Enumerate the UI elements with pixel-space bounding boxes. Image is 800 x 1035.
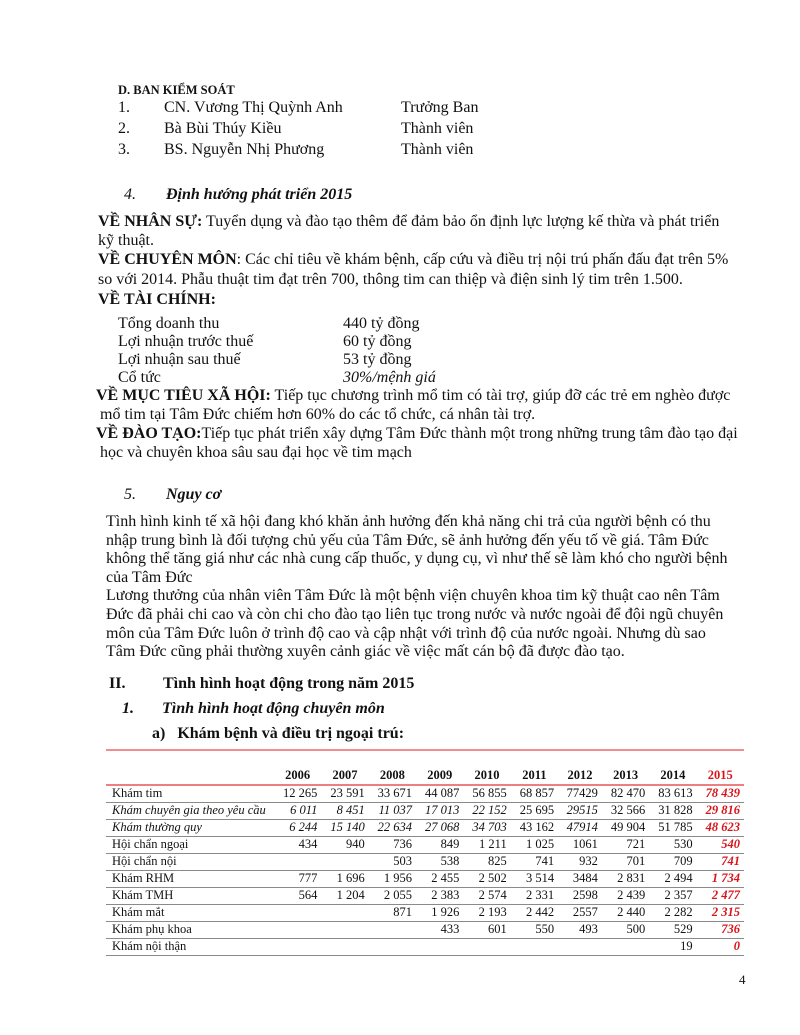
bks-member-name: Bà Bùi Thúy Kiều <box>164 120 282 137</box>
table-cell: 825 <box>463 853 510 870</box>
dao-tao-text-cont: học và chuyên khoa sâu sau đại học về tim mạch <box>100 444 412 461</box>
table-cell: 503 <box>369 853 416 870</box>
table-cell: 68 857 <box>511 785 558 802</box>
table-cell: 434 <box>274 836 321 853</box>
table-cell: 11 037 <box>369 802 416 819</box>
table-cell: 44 087 <box>416 785 463 802</box>
bks-member-role: Thành viên <box>401 120 474 137</box>
section-ii-1a-heading: a) Khám bệnh và điều trị ngoại trú: <box>152 725 405 742</box>
finance-value: 440 tỷ đồng <box>343 315 420 332</box>
nguy-co-paragraph <box>106 513 727 662</box>
table-cell: 49 904 <box>602 819 649 836</box>
page-number: 4 <box>739 972 746 987</box>
section-4-heading <box>124 186 524 206</box>
table-cell: 2 442 <box>511 904 558 921</box>
table-cell: 25 695 <box>511 802 558 819</box>
table-cell <box>274 904 321 921</box>
finance-label: Tổng doanh thu <box>118 315 220 332</box>
row-label: Hội chẩn ngoại <box>106 836 274 853</box>
cell-2015-highlight: 736 <box>697 921 744 938</box>
table-cell: 2 440 <box>602 904 649 921</box>
table-cell <box>511 938 558 955</box>
cell-2015-highlight: 2 477 <box>697 887 744 904</box>
cell-2015-highlight: 1 734 <box>697 870 744 887</box>
table-row <box>106 887 744 904</box>
table-cell: 2 494 <box>649 870 696 887</box>
table-cell: 701 <box>602 853 649 870</box>
cell-2015-highlight: 540 <box>697 836 744 853</box>
row-label: Khám phụ khoa <box>106 921 274 938</box>
table-cell: 56 855 <box>463 785 510 802</box>
bks-member-role: Trưởng Ban <box>401 99 479 116</box>
table-cell: 23 591 <box>321 785 368 802</box>
nguy-co-line: Lương thưởng của nhân viên Tâm Đức là một bệnh viện chuyên khoa tim kỹ thuật cao nên Tâm <box>106 587 720 605</box>
row-label: Khám tim <box>106 785 274 802</box>
row-label: Khám chuyên gia theo yêu cầu <box>106 802 274 819</box>
table-cell: 550 <box>511 921 558 938</box>
table-cell <box>369 921 416 938</box>
row-label: Khám thường quy <box>106 819 274 836</box>
table-row <box>106 938 744 955</box>
chuyen-mon-paragraph <box>98 250 728 290</box>
table-cell: 2 383 <box>416 887 463 904</box>
year-header: 2007 <box>321 765 368 785</box>
table-cell: 2 574 <box>463 887 510 904</box>
muc-tieu-xa-hoi-text-cont: mổ tim tại Tâm Đức chiếm hơn 60% do các tổ chức, cá nhân tài trợ. <box>100 406 536 423</box>
table-cell: 19 <box>649 938 696 955</box>
table-row <box>106 870 744 887</box>
finance-value: 30%/mệnh giá <box>343 369 436 386</box>
table-cell: 529 <box>649 921 696 938</box>
nhan-su-label: VỀ NHÂN SỰ: <box>98 213 203 230</box>
nhan-su-paragraph <box>98 212 719 250</box>
table-cell: 3484 <box>558 870 602 887</box>
year-header: 2012 <box>558 765 602 785</box>
nguy-co-line: nhập trung bình là đối tượng chủ yếu của Tâm Đức, sẽ ảnh hưởng đến yếu tố về giá. Tâm Đức <box>106 531 709 549</box>
nguy-co-line: môn của Tâm Đức luôn ở trình độ cao và cập nhật với trình độ của nước ngoài. Nhưng dù sao <box>106 624 706 642</box>
table-cell <box>274 938 321 955</box>
table-cell: 22 152 <box>463 802 510 819</box>
table-row <box>106 836 744 853</box>
cell-2015-highlight: 29 816 <box>697 802 744 819</box>
section-4-title: Định hướng phát triển 2015 <box>166 186 353 203</box>
table-cell: 8 451 <box>321 802 368 819</box>
year-header-highlight: 2015 <box>697 765 744 785</box>
table-cell: 43 162 <box>511 819 558 836</box>
table-cell: 2 831 <box>602 870 649 887</box>
table-cell <box>321 921 368 938</box>
section-ii-title: Tình hình hoạt động trong năm 2015 <box>163 675 415 692</box>
table-cell <box>558 938 602 955</box>
table-cell: 33 671 <box>369 785 416 802</box>
muc-tieu-xa-hoi-label: VỀ MỤC TIÊU XÃ HỘI: <box>96 387 271 404</box>
table-cell: 15 140 <box>321 819 368 836</box>
section-5-heading <box>124 486 424 506</box>
row-label: Khám TMH <box>106 887 274 904</box>
cell-2015-highlight: 2 315 <box>697 904 744 921</box>
table-cell: 1 204 <box>321 887 368 904</box>
table-cell: 6 011 <box>274 802 321 819</box>
nhan-su-text-cont: kỹ thuật. <box>98 232 154 249</box>
dao-tao-label: VỀ ĐÀO TẠO: <box>96 425 202 442</box>
chuyen-mon-text: : Các chỉ tiêu về khám bệnh, cấp cứu và điều trị nội trú phấn đấu đạt trên 5% <box>236 251 729 268</box>
table-cell <box>274 853 321 870</box>
red-divider <box>106 749 744 751</box>
finance-value: 53 tỷ đồng <box>343 351 412 368</box>
table-cell <box>321 853 368 870</box>
bks-member-name: BS. Nguyễn Nhị Phương <box>164 141 325 158</box>
table-cell: 6 244 <box>274 819 321 836</box>
table-cell: 709 <box>649 853 696 870</box>
table-cell: 777 <box>274 870 321 887</box>
nguy-co-line: của Tâm Đức <box>106 568 193 586</box>
table-cell: 2 357 <box>649 887 696 904</box>
table-cell: 27 068 <box>416 819 463 836</box>
table-cell: 530 <box>649 836 696 853</box>
row-label: Khám nội thận <box>106 938 274 955</box>
table-cell: 932 <box>558 853 602 870</box>
table-cell: 34 703 <box>463 819 510 836</box>
table-cell: 741 <box>511 853 558 870</box>
table-cell: 3 514 <box>511 870 558 887</box>
year-header: 2008 <box>369 765 416 785</box>
table-row <box>106 802 744 819</box>
table-row <box>106 819 744 836</box>
cell-2015-highlight: 78 439 <box>697 785 744 802</box>
table-cell: 493 <box>558 921 602 938</box>
table-cell: 17 013 <box>416 802 463 819</box>
dao-tao-text: Tiếp tục phát triển xây dựng Tâm Đức thành một trong những trung tâm đào tạo đại <box>201 425 738 442</box>
section-5-number: 5. <box>124 486 136 503</box>
table-cell <box>416 938 463 955</box>
table-cell: 2598 <box>558 887 602 904</box>
outpatient-stats-table <box>106 765 744 956</box>
finance-label: Lợi nhuận trước thuế <box>118 333 254 350</box>
table-cell: 1 211 <box>463 836 510 853</box>
row-label: Khám mắt <box>106 904 274 921</box>
table-cell: 51 785 <box>649 819 696 836</box>
nhan-su-text: Tuyển dụng và đào tạo thêm để đảm bảo ổn định lực lượng kế thừa và phát triển <box>202 213 720 230</box>
cell-2015-highlight: 741 <box>697 853 744 870</box>
table-cell: 2 439 <box>602 887 649 904</box>
table-cell: 29515 <box>558 802 602 819</box>
table-cell: 2 455 <box>416 870 463 887</box>
table-cell: 849 <box>416 836 463 853</box>
table-cell <box>369 938 416 955</box>
table-cell: 2 193 <box>463 904 510 921</box>
table-cell: 83 613 <box>649 785 696 802</box>
table-cell: 2 055 <box>369 887 416 904</box>
nguy-co-line: Tình hình kinh tế xã hội đang khó khăn ảnh hưởng đến khả năng chi trả của người bệnh có thu <box>106 513 711 530</box>
finance-label: Lợi nhuận sau thuế <box>118 351 241 368</box>
bks-member-role: Thành viên <box>401 141 474 158</box>
section-4-number: 4. <box>124 186 136 203</box>
table-cell: 82 470 <box>602 785 649 802</box>
ban-kiem-soat-title: D. BAN KIỂM SOÁT <box>118 83 235 97</box>
table-cell: 1 696 <box>321 870 368 887</box>
table-cell <box>321 938 368 955</box>
table-cell <box>463 938 510 955</box>
cell-2015-highlight: 48 623 <box>697 819 744 836</box>
table-cell <box>602 938 649 955</box>
table-cell: 2557 <box>558 904 602 921</box>
year-header: 2006 <box>274 765 321 785</box>
table-cell: 1 926 <box>416 904 463 921</box>
row-label: Hội chẩn nội <box>106 853 274 870</box>
finance-label: Cổ tức <box>118 369 161 386</box>
section-5-title: Nguy cơ <box>166 486 222 503</box>
table-header-row <box>106 765 744 785</box>
table-cell: 1061 <box>558 836 602 853</box>
table-cell: 2 331 <box>511 887 558 904</box>
muc-tieu-xa-hoi-text: Tiếp tục chương trình mổ tim có tài trợ, giúp đỡ các trẻ em nghèo được <box>270 387 731 404</box>
table-cell: 1 956 <box>369 870 416 887</box>
section-ii-1-title: Tình hình hoạt động chuyên môn <box>162 700 385 717</box>
table-cell: 500 <box>602 921 649 938</box>
dao-tao-paragraph <box>96 424 738 462</box>
tai-chinh-label: VỀ TÀI CHÍNH: <box>98 291 216 308</box>
section-ii-heading <box>109 675 509 695</box>
year-header: 2010 <box>463 765 510 785</box>
year-header: 2011 <box>511 765 558 785</box>
year-header: 2014 <box>649 765 696 785</box>
bks-member-name: CN. Vương Thị Quỳnh Anh <box>164 99 343 116</box>
section-ii-number: II. <box>109 675 126 692</box>
table-cell: 2 282 <box>649 904 696 921</box>
finance-value: 60 tỷ đồng <box>343 333 412 350</box>
section-ii-1-number: 1. <box>122 700 134 717</box>
nguy-co-line: Tâm Đức cũng phải thường xuyên cảnh giác về việc mất cán bộ đã được đào tạo. <box>106 643 625 661</box>
table-cell: 538 <box>416 853 463 870</box>
table-cell: 721 <box>602 836 649 853</box>
table-row <box>106 785 744 802</box>
table-cell <box>321 904 368 921</box>
table-cell: 1 025 <box>511 836 558 853</box>
table-cell: 433 <box>416 921 463 938</box>
table-cell: 22 634 <box>369 819 416 836</box>
table-cell: 2 502 <box>463 870 510 887</box>
table-cell <box>274 921 321 938</box>
table-cell: 32 566 <box>602 802 649 819</box>
table-row <box>106 853 744 870</box>
table-cell: 601 <box>463 921 510 938</box>
table-row <box>106 904 744 921</box>
table-cell: 871 <box>369 904 416 921</box>
year-header: 2009 <box>416 765 463 785</box>
section-ii-1-heading <box>122 700 522 720</box>
chuyen-mon-text-cont: so với 2014. Phẫu thuật tim đạt trên 700, thông tim can thiệp và điện sinh lý tim trên 1.500. <box>98 271 683 288</box>
table-header-label <box>106 765 274 785</box>
year-header: 2013 <box>602 765 649 785</box>
table-cell: 77429 <box>558 785 602 802</box>
muc-tieu-xa-hoi-paragraph <box>96 386 730 424</box>
table-cell: 12 265 <box>274 785 321 802</box>
table-cell: 940 <box>321 836 368 853</box>
row-label: Khám RHM <box>106 870 274 887</box>
table-row <box>106 921 744 938</box>
table-cell: 736 <box>369 836 416 853</box>
bks-member-number: 2. <box>118 120 130 137</box>
cell-2015-highlight: 0 <box>697 938 744 955</box>
bks-member-number: 3. <box>118 141 130 158</box>
nguy-co-line: không thể tăng giá như các nhà cung cấp thuốc, y dụng cụ, vì như thế sẽ làm khó cho người bệnh <box>106 550 728 568</box>
bks-member-number: 1. <box>118 99 130 116</box>
table-cell: 564 <box>274 887 321 904</box>
table-cell: 47914 <box>558 819 602 836</box>
table-cell: 31 828 <box>649 802 696 819</box>
chuyen-mon-label: VỀ CHUYÊN MÔN <box>98 251 237 268</box>
nguy-co-line: Đức đã phải chi cao và còn chi cho đào tạo liên tục trong nước và nước ngoài để đội ngũ chuyên <box>106 605 724 623</box>
